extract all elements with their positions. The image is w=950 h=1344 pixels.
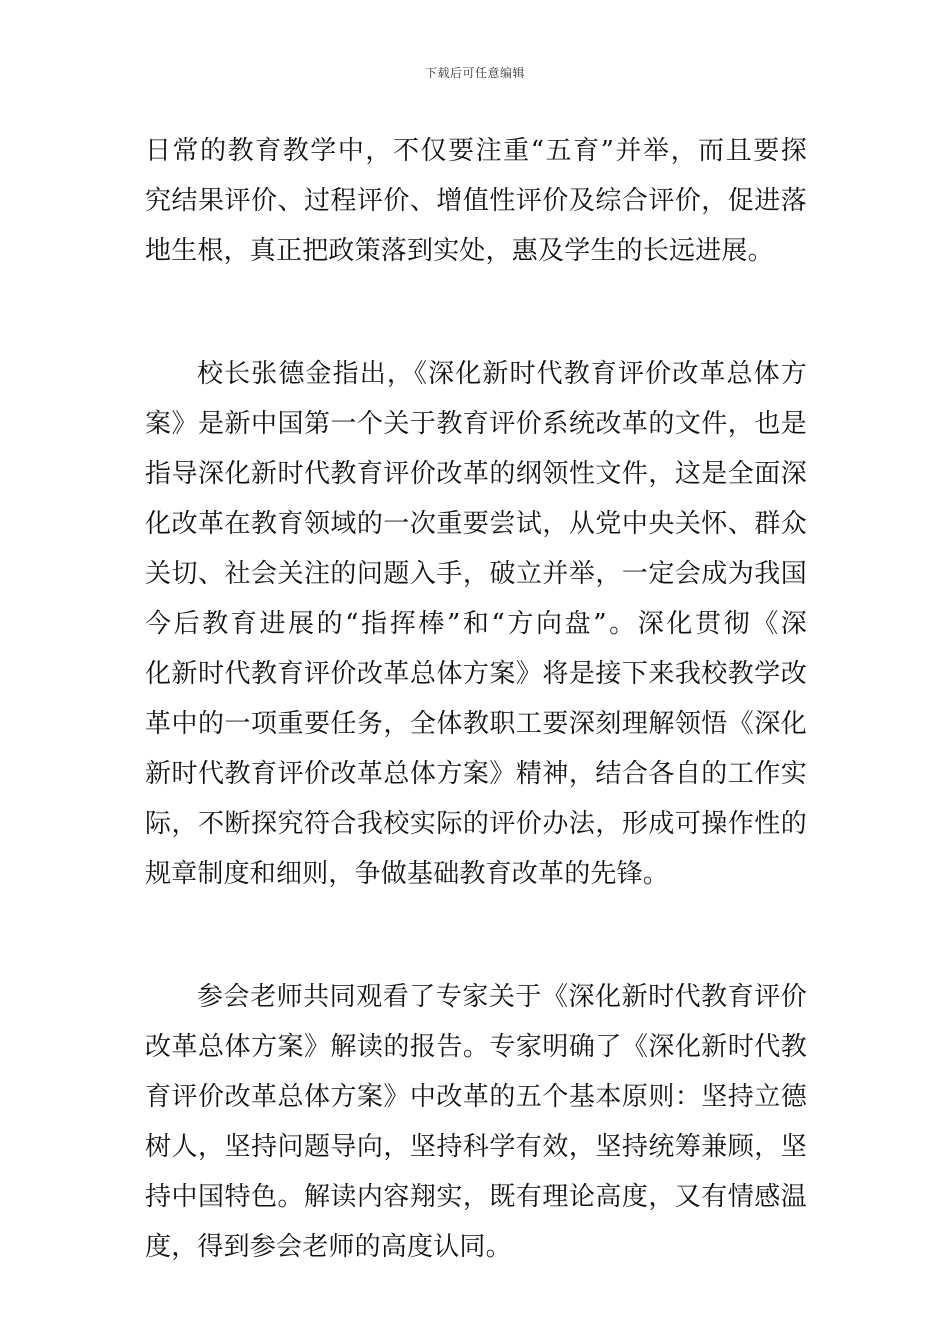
text-line: 育评价改革总体方案》中改革的五个基本原则：坚持立德 <box>145 1082 807 1112</box>
paragraph-gap <box>145 276 807 349</box>
paragraph <box>145 972 807 1272</box>
text-line: 参会老师共同观看了专家关于《深化新时代教育评价 <box>197 982 807 1012</box>
text-line: 今后教育进展的“指挥棒”和“方向盘”。深化贯彻《深 <box>145 609 807 639</box>
text-line: 化改革在教育领域的一次重要尝试，从党中央关怀、群众 <box>145 509 807 539</box>
text-line: 持中国特色。解读内容翔实，既有理论高度，又有情感温 <box>145 1182 807 1212</box>
text-line: 地生根，真正把政策落到实处，惠及学生的长远进展。 <box>145 236 774 266</box>
text-line: 度，得到参会老师的高度认同。 <box>145 1232 512 1262</box>
paragraph <box>145 349 807 899</box>
page-header: 下载后可任意编辑 <box>424 66 525 80</box>
text-line: 化新时代教育评价改革总体方案》将是接下来我校教学改 <box>145 659 807 689</box>
text-line: 关切、社会关注的问题入手，破立并举，一定会成为我国 <box>145 559 807 589</box>
text-line: 校长张德金指出，《深化新时代教育评价改革总体方 <box>197 359 807 389</box>
paragraph-gap <box>145 899 807 972</box>
text-line: 树人，坚持问题导向，坚持科学有效，坚持统筹兼顾，坚 <box>145 1132 807 1162</box>
text-line: 指导深化新时代教育评价改革的纲领性文件，这是全面深 <box>145 459 807 489</box>
text-line: 新时代教育评价改革总体方案》精神，结合各自的工作实 <box>145 759 807 789</box>
paragraph <box>145 126 807 276</box>
text-line: 日常的教育教学中，不仅要注重“五育”并举，而且要探 <box>145 136 807 166</box>
text-line: 究结果评价、过程评价、增值性评价及综合评价，促进落 <box>145 186 807 216</box>
document-body <box>145 126 807 1272</box>
text-line: 革中的一项重要任务，全体教职工要深刻理解领悟《深化 <box>145 709 807 739</box>
text-line: 案》是新中国第一个关于教育评价系统改革的文件，也是 <box>145 409 807 439</box>
text-line: 际，不断探究符合我校实际的评价办法，形成可操作性的 <box>145 809 807 839</box>
text-line: 规章制度和细则，争做基础教育改革的先锋。 <box>145 859 670 889</box>
text-line: 改革总体方案》解读的报告。专家明确了《深化新时代教 <box>145 1032 807 1062</box>
